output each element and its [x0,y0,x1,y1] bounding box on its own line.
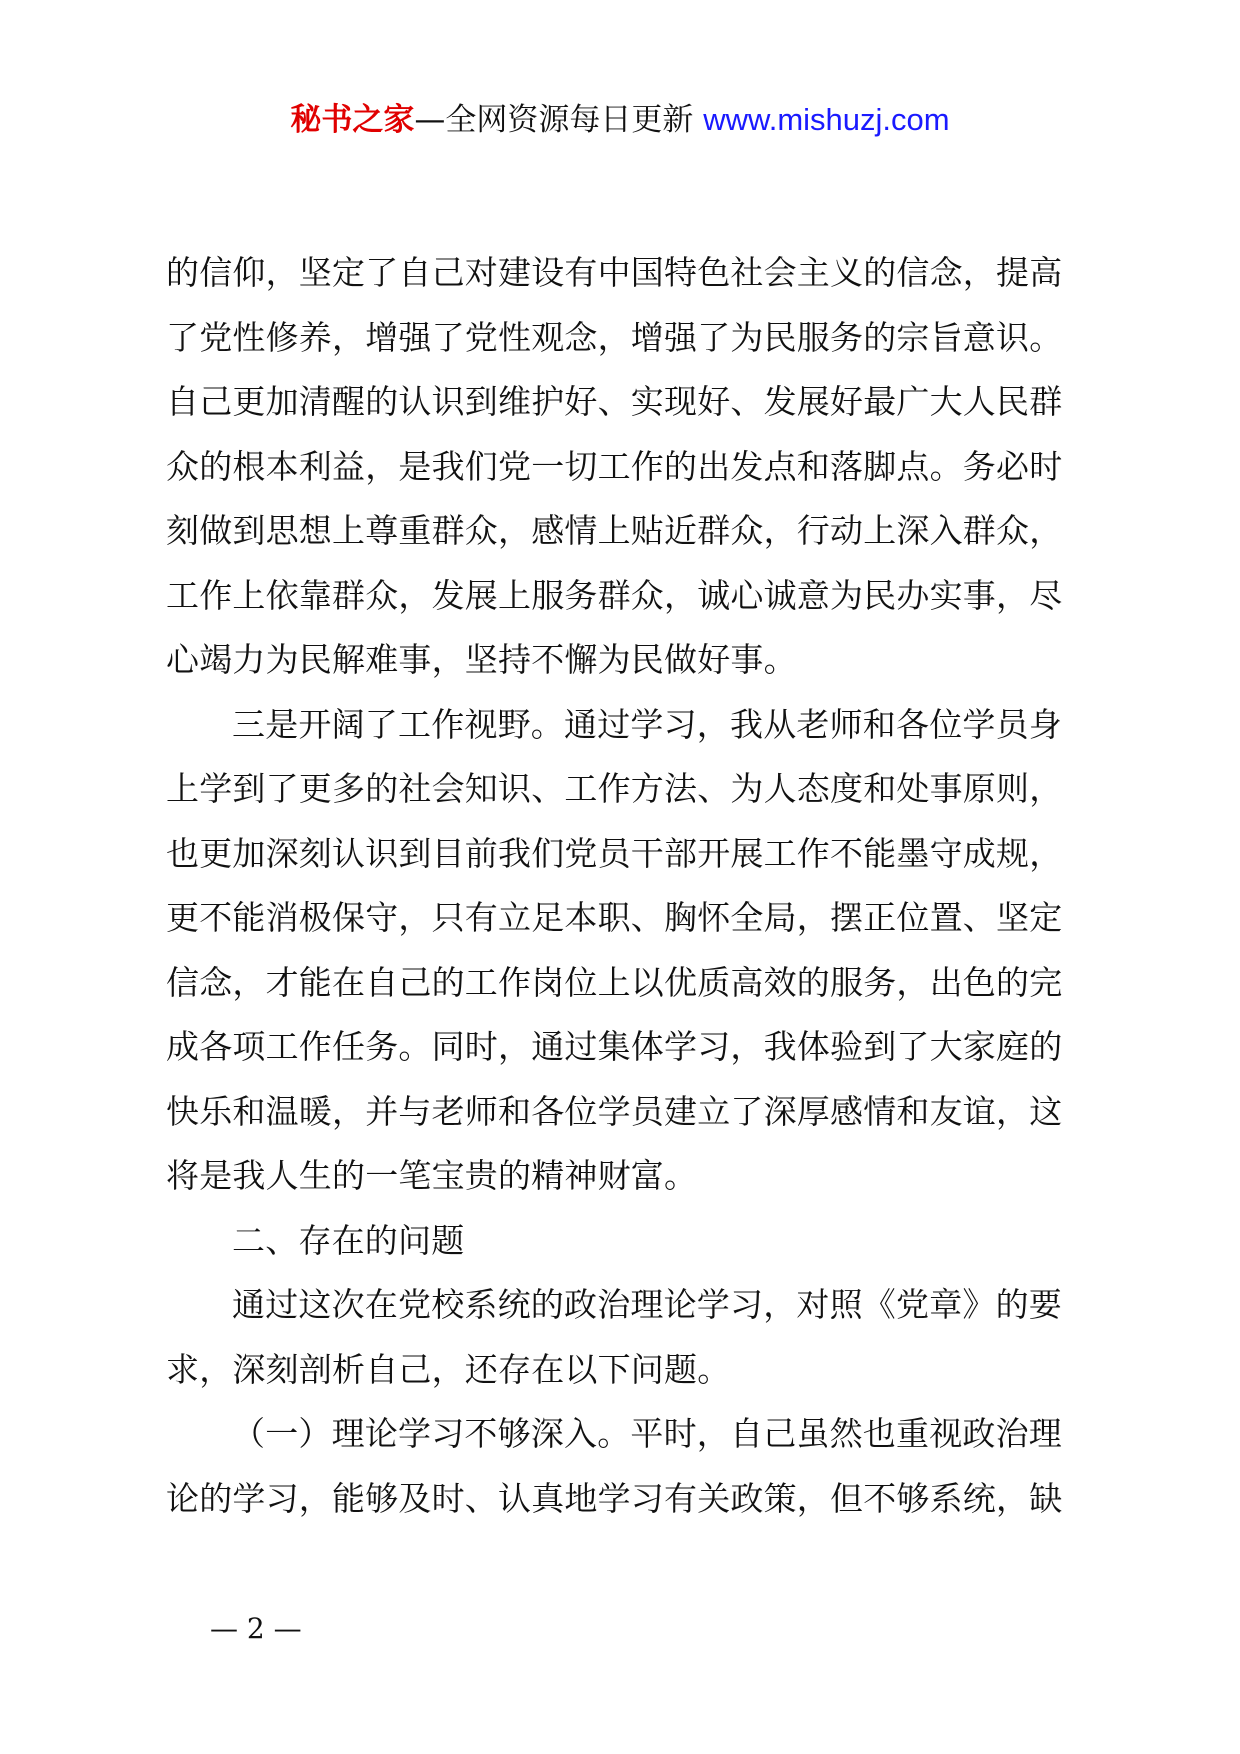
text-line: 的信仰，坚定了自己对建设有中国特色社会主义的信念，提高 [166,253,1063,292]
text-line: 众的根本利益，是我们党一切工作的出发点和落脚点。务必时 [166,446,1063,486]
document-body [166,241,1084,1531]
text-line: 心竭力为民解难事，坚持不懈为民做好事。 [166,640,797,679]
text-line: 也更加深刻认识到目前我们党员干部开展工作不能墨守成规， [166,833,1063,873]
site-brand: 秘书之家 [290,102,415,138]
text-line: 工作上依靠群众，发展上服务群众，诚心诚意为民办实事，尽 [166,575,1063,615]
text-line: 成各项工作任务。同时，通过集体学习，我体验到了大家庭的 [166,1027,1063,1066]
text-line: 信念，才能在自己的工作岗位上以优质高效的服务，出色的完 [166,962,1063,1002]
text-line: 求，深刻剖析自己，还存在以下问题。 [166,1349,731,1389]
text-line: 自己更加清醒的认识到维护好、实现好、发展好最广大人民群 [166,382,1063,421]
paragraph-start-line: 三是开阔了工作视野。通过学习，我从老师和各位学员身 [232,704,1062,744]
subsection-start-line: （一）理论学习不够深入。平时，自己虽然也重视政治理 [232,1414,1062,1453]
site-tagline: —全网资源每日更新 [414,102,694,138]
paragraph-start-line: 通过这次在党校系统的政治理论学习，对照《党章》的要 [232,1285,1062,1324]
text-line: 快乐和温暖，并与老师和各位学员建立了深厚感情和友谊，这 [166,1091,1063,1131]
site-header [0,98,1240,142]
text-line: 将是我人生的一笔宝贵的精神财富。 [166,1156,698,1195]
site-url-link[interactable]: www.mishuzj.com [703,102,950,137]
text-line: 了党性修养，增强了党性观念，增强了为民服务的宗旨意识。 [166,317,1063,357]
text-line: 上学到了更多的社会知识、工作方法、为人态度和处事原则， [166,769,1063,808]
text-line: 更不能消极保守，只有立足本职、胸怀全局，摆正位置、坚定 [166,898,1063,937]
section-heading: 二、存在的问题 [232,1220,465,1260]
text-line: 论的学习，能够及时、认真地学习有关政策，但不够系统，缺 [166,1478,1063,1518]
page-number: — 2 — [210,1612,302,1645]
text-line: 刻做到思想上尊重群众，感情上贴近群众，行动上深入群众， [166,511,1063,550]
